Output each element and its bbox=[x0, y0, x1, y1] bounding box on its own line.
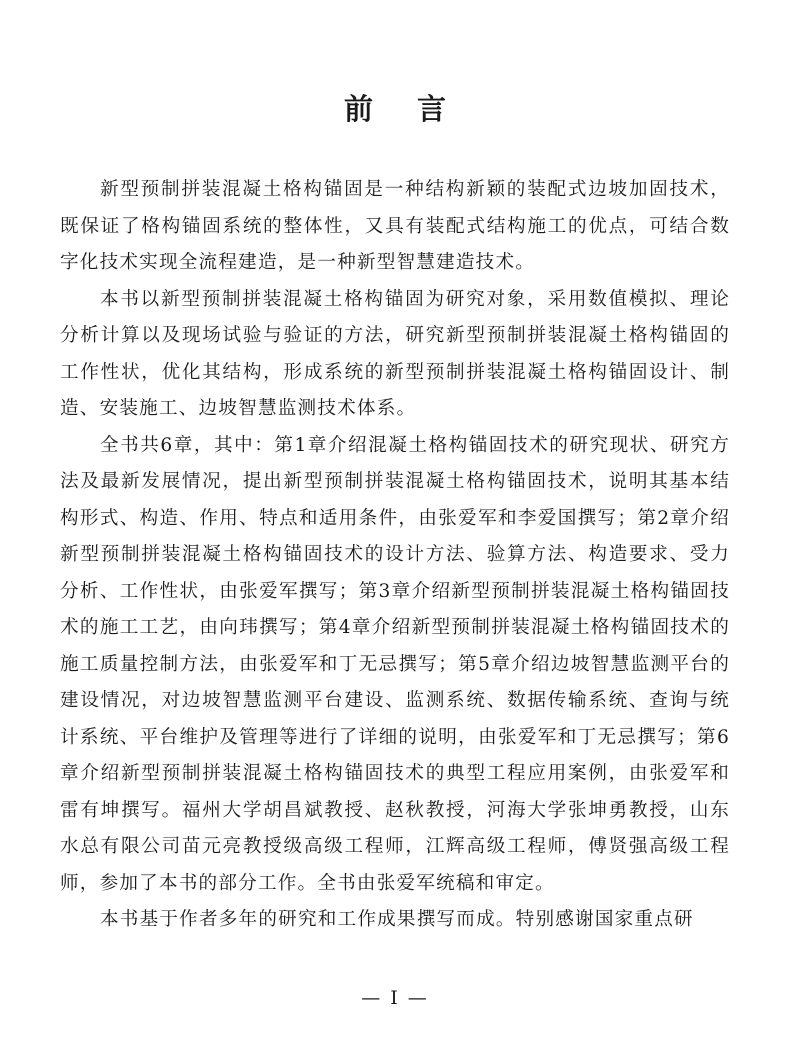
page-title: 前言 bbox=[343, 92, 490, 127]
preface-body bbox=[60, 172, 730, 939]
paragraph-intro: 新型预制拼装混凝土格构锚固是一种结构新颖的装配式边坡加固技术，既保证了格构锚固系统的整体性，又具有装配式结构施工的优点，可结合数字化技术实现全流程建造，是一种新型智慧建造技术。 bbox=[60, 179, 730, 273]
paragraph-research-scope: 本书以新型预制拼装混凝土格构锚固为研究对象，采用数值模拟、理论分析计算以及现场试验与验证的方法，研究新型预制拼装混凝土格构锚固的工作性状，优化其结构，形成系统的新型预制拼装混凝土格构锚固设计、制造、安装施工、边坡智慧监测技术体系。 bbox=[60, 288, 730, 419]
paragraph-chapter-overview: 全书共6章，其中：第1章介绍混凝土格构锚固技术的研究现状、研究方法及最新发展情况，提出新型预制拼装混凝土格构锚固技术，说明其基本结构形式、构造、作用、特点和适用条件，由张爱军和李爱国撰写；第2章介绍新型预制拼装混凝土格构锚固技术的设计方法、验算方法、构造要求、受力分析、工作性状，由张爱军撰写；第3章介绍新型预制拼装混凝土格构锚固技术的施工工艺，由向玮撰写；第4章介绍新型预制拼装混凝土格构锚固技术的施工质量控制方法，由张爱军和丁无忌撰写；第5章介绍边坡智慧监测平台的建设情况，对边坡智慧监测平台建设、监测系统、数据传输系统、查询与统计系统、平台维护及管理等进行了详细的说明，由张爱军和丁无忌撰写；第6章介绍新型预制拼装混凝土格构锚固技术的典型工程应用案例，由张爱军和雷有坤撰写。福州大学胡昌斌教授、赵秋教授，河海大学张坤勇教授，山东水总有限公司苗元亮教授级高级工程师，江辉高级工程师，傅贤强高级工程师，参加了本书的部分工作。全书由张爱军统稿和审定。 bbox=[60, 434, 730, 894]
page-number: — I — bbox=[361, 987, 429, 1009]
paragraph-acknowledgement: 本书基于作者多年的研究和工作成果撰写而成。特别感谢国家重点研 bbox=[100, 909, 694, 930]
